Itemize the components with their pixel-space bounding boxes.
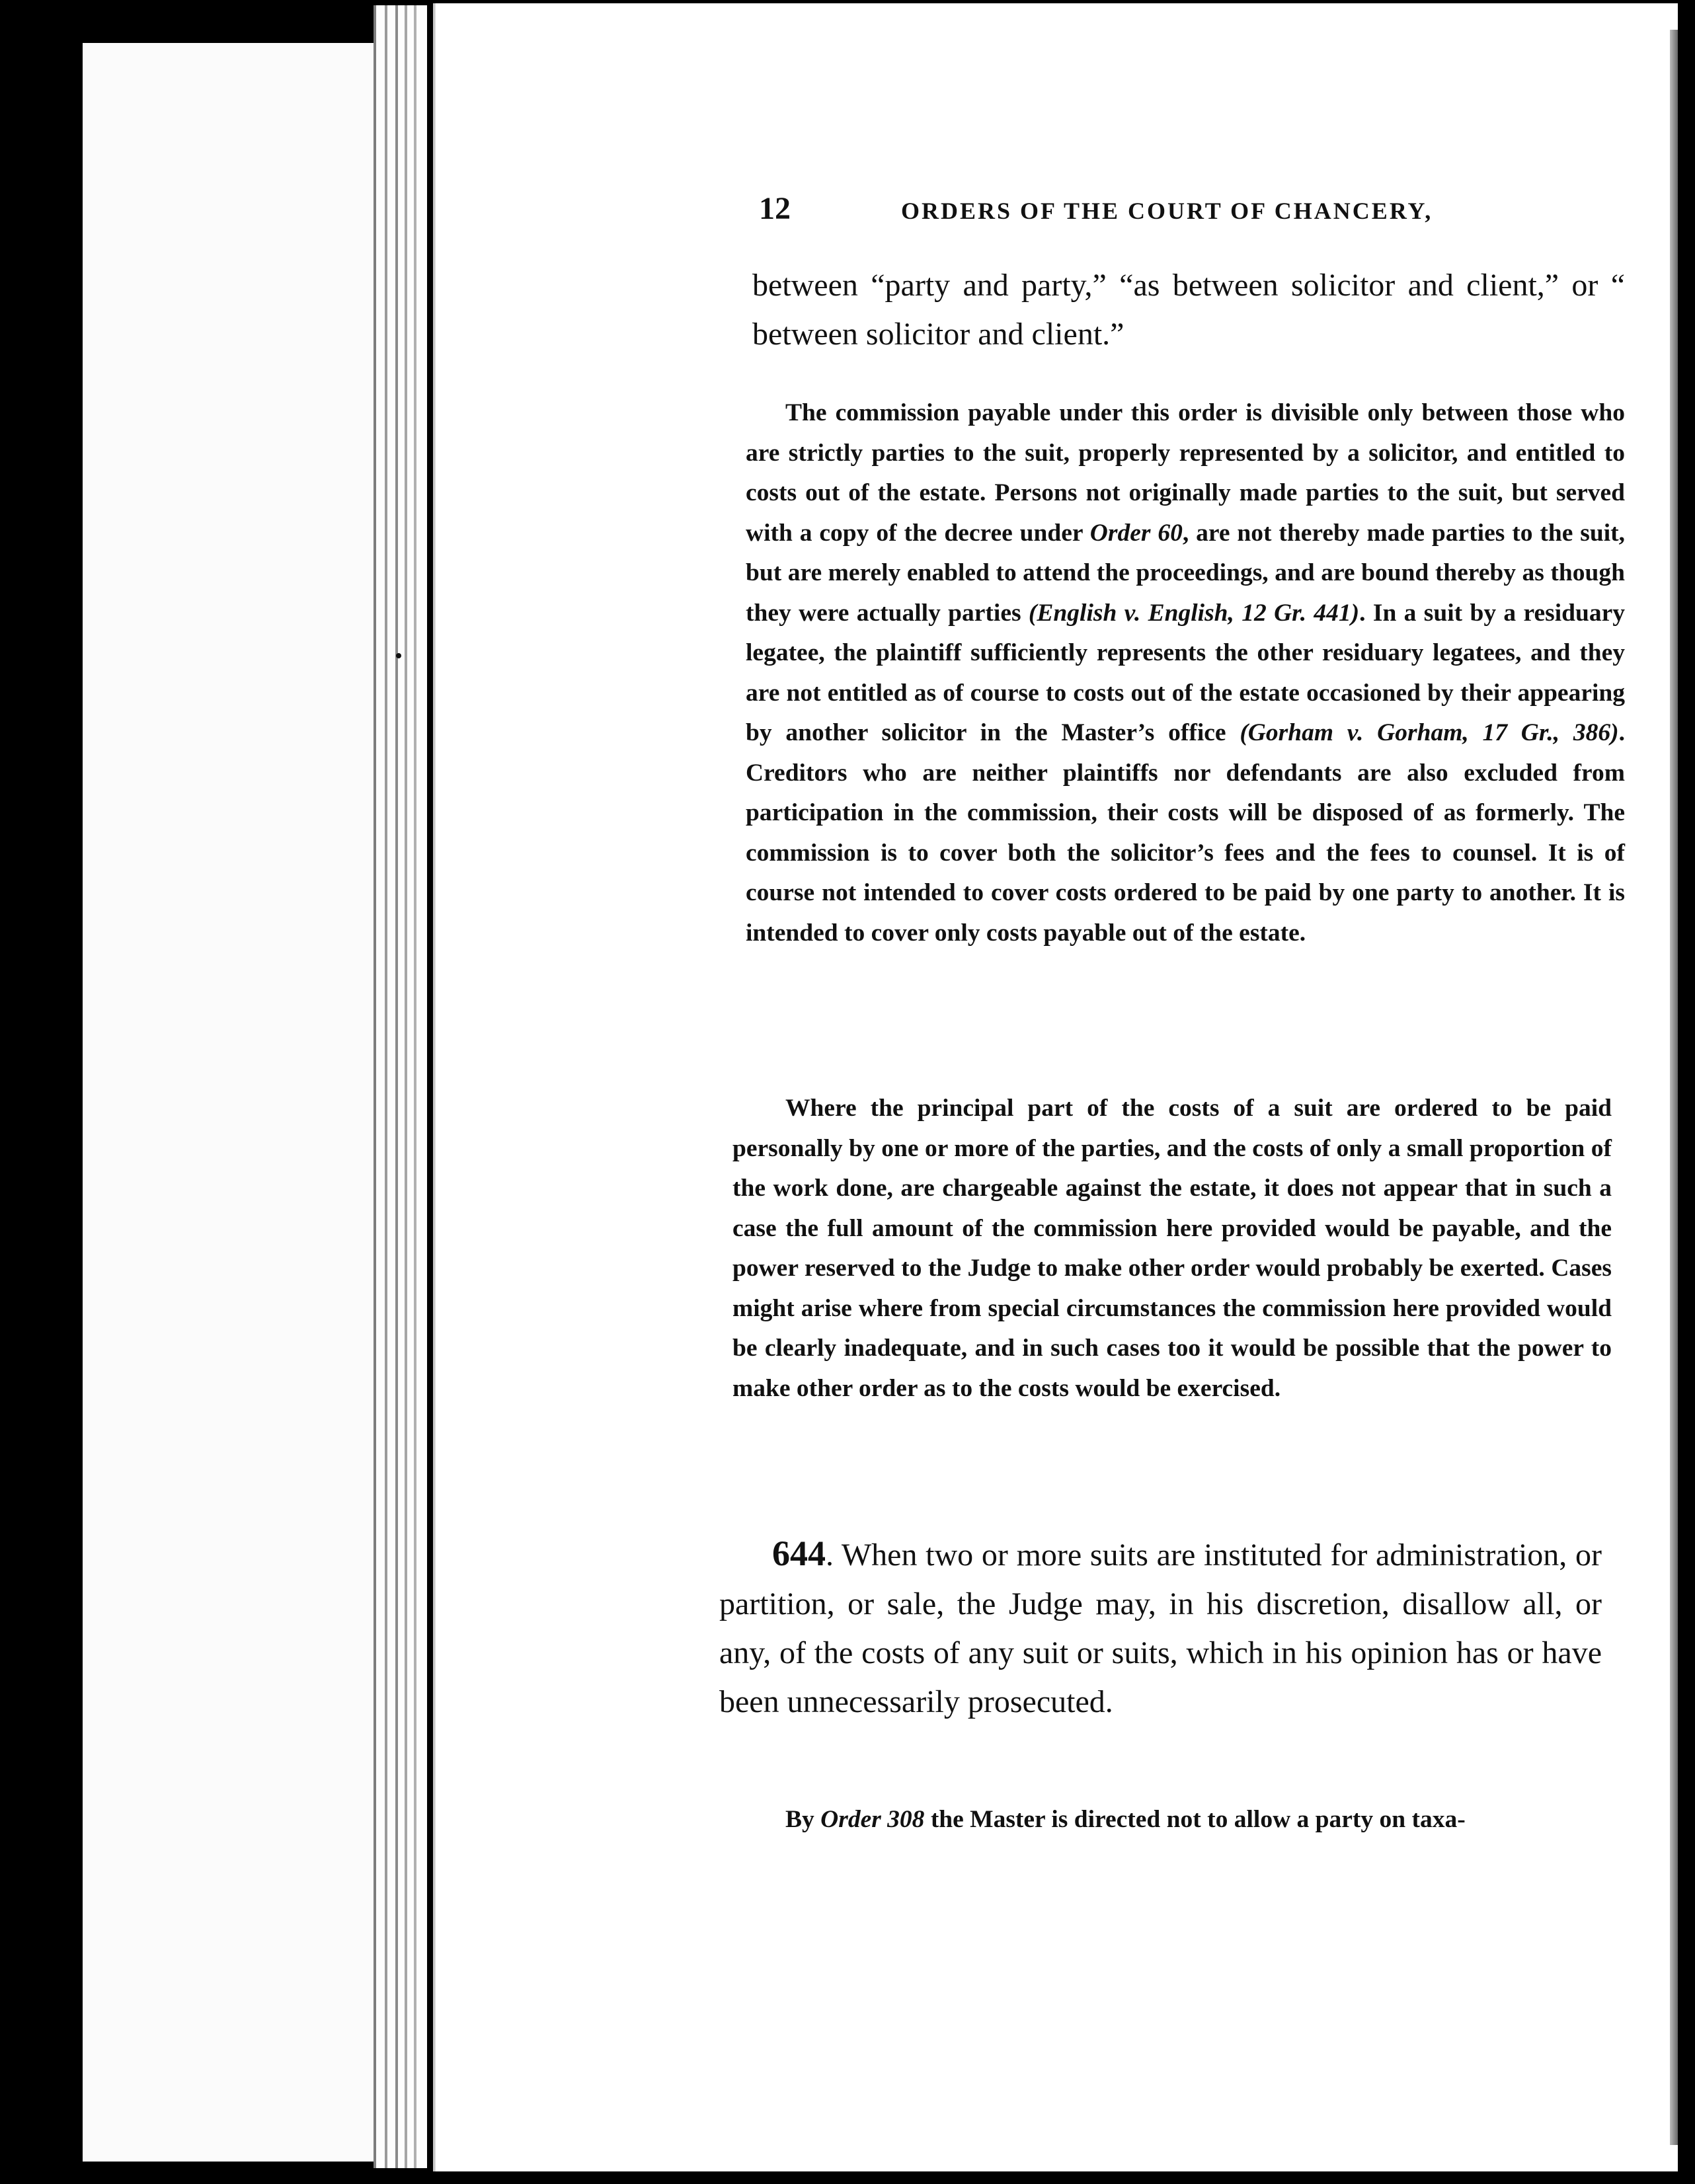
page-header xyxy=(759,190,1605,230)
commentary-paragraph-1 xyxy=(746,393,1625,953)
paragraph-continuation: between “party and party,” “as between solicitor and client,” or “ between solicitor and client.” xyxy=(752,268,1625,352)
order-number: 644 xyxy=(772,1534,826,1573)
right-page-edge xyxy=(1670,30,1678,2145)
commentary-text: . In a suit by a residuary legatee, the plaintiff sufficiently represents the other residuary legatees, and they are not entitled as of course to costs out of the estate occasioned by their appearing by another solicitor in the Master’s office xyxy=(746,599,1625,746)
order-paragraph xyxy=(719,1529,1602,1727)
flyleaf xyxy=(83,43,393,2162)
page-edge xyxy=(414,5,427,2168)
commentary-text: the Master is directed not to allow a party on taxa- xyxy=(924,1806,1466,1833)
order-reference: Order 308 xyxy=(820,1806,925,1833)
running-head: ORDERS OF THE COURT OF CHANCERY, xyxy=(901,198,1433,224)
case-citation: (English v. English, 12 Gr. 441) xyxy=(1028,599,1360,627)
order-text: . When two or more suits are instituted for administration, or partition, or sale, the Judge may, in his discretion, disallow all, or any, of the costs of any suit or suits, which in his opinion has or have been unnecessarily prosecuted. xyxy=(719,1538,1602,1719)
commentary-text: , are not thereby made parties to the suit, but are merely enabled to attend the proceedings, and are bound thereby as though they were actually parties xyxy=(746,519,1625,627)
order-reference: Order 60 xyxy=(1089,519,1183,547)
gutter-line xyxy=(435,3,436,2171)
book-page xyxy=(433,3,1678,2171)
page-number: 12 xyxy=(759,191,791,226)
case-citation: (Gorham v. Gorham, 17 Gr., 386) xyxy=(1240,719,1619,746)
commentary-text: . Creditors who are neither plaintiffs nor defendants are also excluded from participation in the commission, their costs will be disposed of as formerly. The commission is to cover both the solicitor’s fees and the fees to counsel. It is of course not intended to cover costs ordered to be paid by one party to another. It is intended to cover only costs payable out of the estate. xyxy=(746,719,1625,947)
commentary-paragraph-2: Where the principal part of the costs of a suit are ordered to be paid personally by one or more of the parties, and the costs of only a small proportion of the work done, are chargeable against the estate, it does not appear that in such a case the full amount of the commission here provided would be payable, and the power reserved to the Judge to make other order would probably be exerted. Cases might arise where from special circumstances the commission here provided would be clearly inadequate, and in such cases too it would be possible that the power to make other order as to the costs would be exercised. xyxy=(732,1095,1612,1402)
commentary-paragraph-3 xyxy=(746,1800,1612,1840)
commentary-text: The commission payable under this order is divisible only between those who are strictly parties to the suit, properly represented by a solicitor, and entitled to costs out of the estate. Persons not originally made parties to the suit, but served with a copy of the decree under xyxy=(746,399,1625,547)
commentary-text: By xyxy=(785,1806,821,1833)
stray-mark xyxy=(396,653,401,658)
